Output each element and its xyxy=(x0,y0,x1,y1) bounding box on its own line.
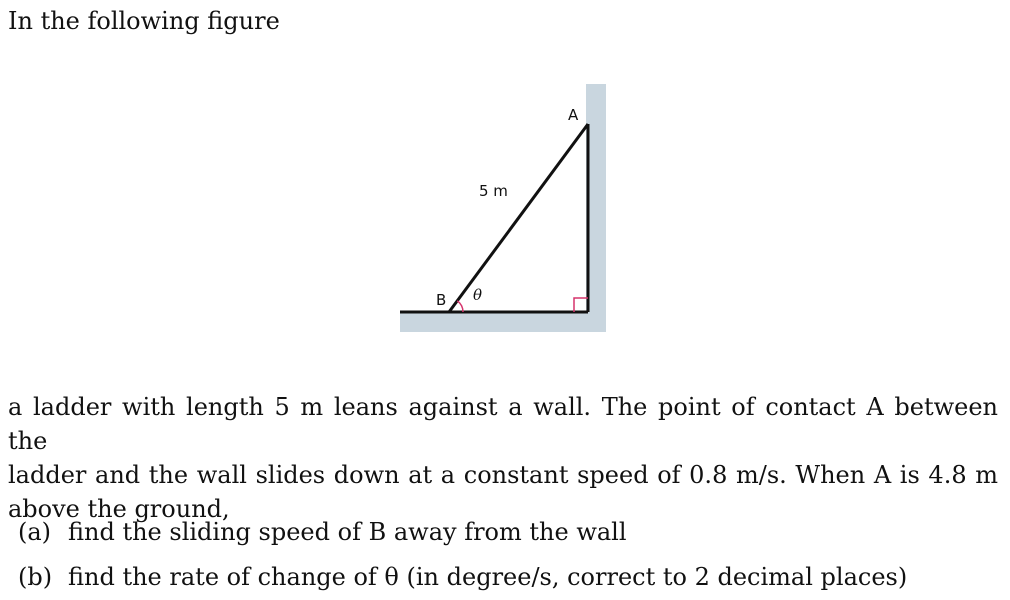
ground xyxy=(400,312,606,332)
paragraph-line-2: ladder and the wall slides down at a constant speed of 0.8 m/s. When A is 4.8 m xyxy=(8,461,998,489)
ladder xyxy=(449,124,588,312)
question-b-label: (b) xyxy=(18,563,53,591)
right-angle-marker xyxy=(574,298,588,312)
angle-theta-label: θ xyxy=(473,286,483,304)
intro-text: In the following figure xyxy=(8,7,280,35)
paragraph-line-3: above the ground, xyxy=(8,495,230,523)
question-b xyxy=(18,555,907,600)
question-b-text: find the rate of change of θ (in degree/s, correct to 2 decimal places) xyxy=(68,563,908,591)
ladder-figure xyxy=(398,84,610,334)
paragraph-line-1: a ladder with length 5 m leans against a wall. The point of contact A between the xyxy=(8,393,998,455)
problem-paragraph xyxy=(8,390,998,526)
angle-arc xyxy=(457,301,463,312)
ladder-length-label: 5 m xyxy=(479,182,508,200)
question-list xyxy=(18,510,907,600)
point-b-label: B xyxy=(436,291,447,309)
question-a-text: find the sliding speed of B away from the wall xyxy=(68,518,627,546)
question-a xyxy=(18,510,907,555)
question-a-label: (a) xyxy=(18,518,52,546)
point-a-label: A xyxy=(568,106,579,124)
